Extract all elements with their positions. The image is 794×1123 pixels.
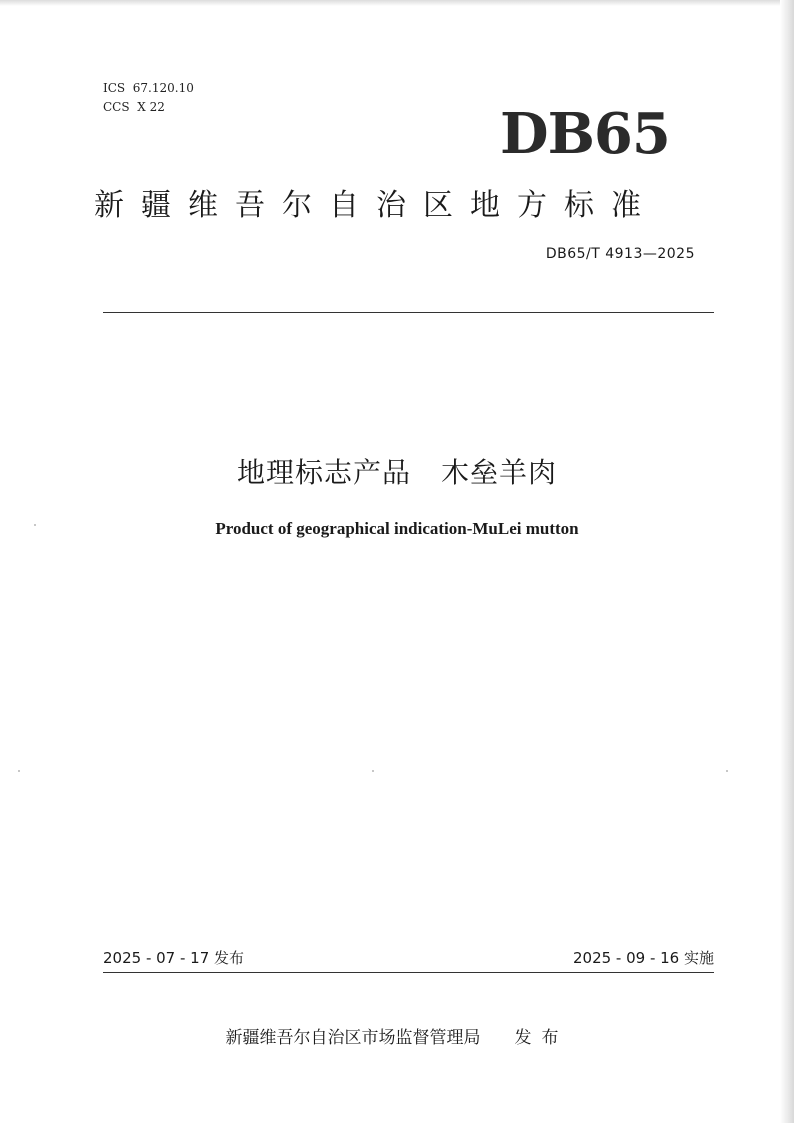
document-title-cn xyxy=(0,453,794,493)
publish-verb: 发布 xyxy=(514,1028,569,1048)
ics-code: ICS 67.120.10 xyxy=(103,81,194,95)
title-cn-part1: 地理标志产品 xyxy=(236,456,411,489)
scan-speck xyxy=(372,770,374,772)
standard-category-title: 新疆维吾尔自治区地方标准 xyxy=(94,188,658,223)
bottom-divider xyxy=(103,972,714,973)
scan-speck xyxy=(34,524,36,526)
issue-date: 2025 - 07 - 17 发布 xyxy=(103,949,245,967)
scan-speck xyxy=(18,770,20,772)
scan-edge-top xyxy=(0,0,794,6)
standard-number: DB65/T 4913—2025 xyxy=(545,246,695,262)
scan-speck xyxy=(726,770,728,772)
document-title-en: Product of geographical indication-MuLei mutton xyxy=(215,519,579,538)
publisher-line xyxy=(0,1023,794,1048)
implementation-date: 2025 - 09 - 16 实施 xyxy=(572,949,714,967)
title-cn-part2: 木垒羊肉 xyxy=(441,456,558,489)
publisher-name: 新疆维吾尔自治区市场监督管理局 xyxy=(225,1028,481,1048)
top-divider xyxy=(103,312,714,313)
scan-edge-right xyxy=(780,0,794,1123)
classification-codes xyxy=(103,79,194,117)
ccs-code: CCS X 22 xyxy=(103,100,165,114)
db65-logo: DB65 xyxy=(500,101,670,167)
